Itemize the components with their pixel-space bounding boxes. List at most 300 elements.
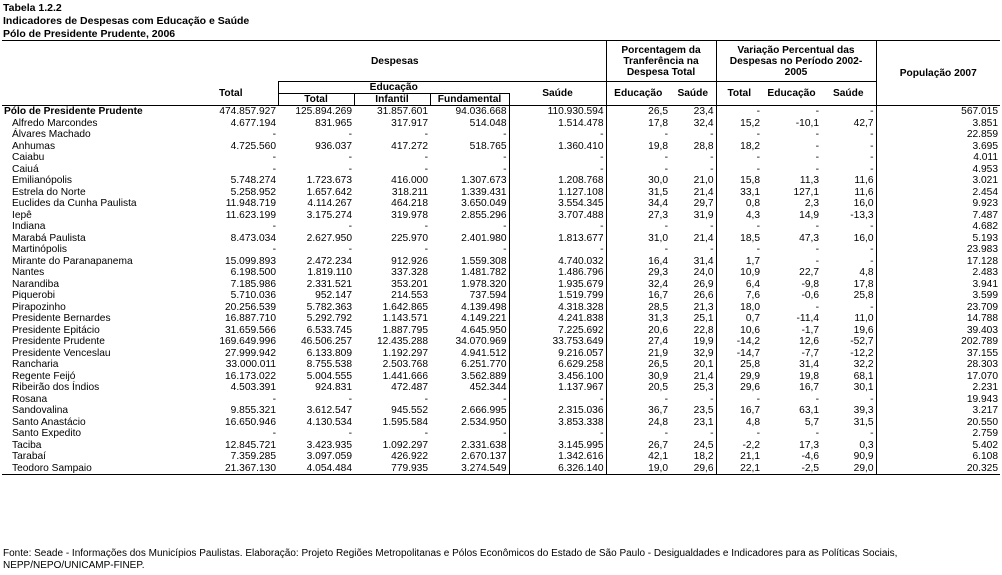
cell-populacao: 4.682 — [876, 221, 1000, 233]
table-row — [2, 405, 1000, 417]
cell-infantil: 1.092.297 — [382, 439, 428, 451]
cell-ed-total: 2.331.521 — [306, 278, 352, 290]
table-row — [2, 175, 1000, 187]
cell-fundamental: - — [503, 129, 507, 140]
cell-total: - — [272, 163, 276, 175]
cell-var-saude: - — [870, 106, 874, 117]
cell-populacao: 567.015 — [876, 106, 1000, 118]
cell-fundamental: - — [503, 163, 507, 175]
cell-pct-saude: - — [710, 393, 714, 405]
cell-total: 7.359.285 — [230, 451, 276, 462]
cell-var-total: 33,1 — [716, 187, 762, 199]
cell-var-educacao: 17,3 — [799, 439, 819, 451]
cell-var-saude: 0,3 — [859, 439, 874, 451]
table-row — [2, 371, 1000, 383]
cell-populacao: 3.695 — [876, 141, 1000, 153]
cell-ed-total: 952.147 — [315, 290, 352, 301]
cell-fundamental: 4.941.512 — [461, 347, 507, 359]
cell-saude: 1.519.799 — [509, 290, 606, 302]
header-corner — [2, 41, 184, 82]
cell-var-total: 10,9 — [716, 267, 762, 279]
municipio-name: Tarabaí — [12, 451, 46, 462]
header-pct-educacao: Educação — [606, 82, 670, 106]
cell-populacao: 2.454 — [876, 187, 1000, 199]
cell-fundamental: 1.978.320 — [461, 278, 507, 290]
cell-var-total: -2,2 — [716, 440, 762, 452]
cell-infantil: 318.211 — [391, 186, 428, 198]
cell-infantil: 337.328 — [391, 267, 428, 278]
cell-var-educacao: - — [815, 393, 819, 405]
cell-pct-saude: - — [710, 244, 714, 255]
cell-var-saude: 32,2 — [853, 359, 874, 370]
cell-pct-educacao: 31,0 — [606, 233, 670, 245]
cell-infantil: 319.978 — [391, 209, 428, 221]
cell-ed-total: 831.965 — [315, 117, 352, 129]
cell-ed-total: 2.472.234 — [306, 255, 352, 267]
table-row — [2, 141, 1000, 153]
cell-fundamental: 2.666.995 — [461, 405, 507, 416]
cell-var-total: 15,8 — [716, 175, 762, 187]
cell-var-educacao: - — [815, 244, 819, 255]
table-row — [2, 198, 1000, 210]
cell-pct-educacao: - — [606, 152, 670, 164]
table-row — [2, 451, 1000, 463]
cell-var-educacao: 12,6 — [799, 336, 819, 347]
cell-var-saude: 11,0 — [854, 313, 874, 324]
table-row — [2, 313, 1000, 325]
table-row — [2, 118, 1000, 130]
cell-var-total: - — [716, 221, 762, 233]
cell-saude: - — [509, 129, 606, 141]
footnote-line-1: Fonte: Seade - Informações dos Municípios Paulistas. Elaboração: Projeto Regiões Metropolitanas e Pólos Econômicos do Estado de São Paulo - Desigualdades e Indicadores para as Políticas Sociais, — [3, 548, 898, 559]
cell-var-saude: 17,8 — [853, 278, 874, 290]
cell-infantil: 1.192.297 — [382, 347, 428, 359]
table-row — [2, 348, 1000, 360]
cell-saude: 2.315.036 — [509, 405, 606, 417]
cell-total: 31.659.566 — [225, 324, 276, 336]
cell-ed-total: 4.114.267 — [307, 198, 352, 209]
cell-saude: 4.318.328 — [509, 302, 606, 314]
cell-populacao: 3.851 — [876, 118, 1000, 130]
cell-var-educacao: -1,7 — [801, 324, 819, 336]
cell-pct-educacao: 42,1 — [606, 451, 670, 463]
cell-infantil: 472.487 — [391, 382, 428, 393]
cell-var-total: 7,6 — [716, 290, 762, 302]
municipio-name: Taciba — [12, 439, 42, 451]
cell-var-saude: -52,7 — [850, 336, 874, 347]
cell-infantil: 416.000 — [391, 175, 428, 186]
cell-populacao: 2.483 — [876, 267, 1000, 279]
cell-pct-educacao: 29,3 — [606, 267, 670, 279]
table-row — [2, 221, 1000, 233]
table-row — [2, 210, 1000, 222]
table-row — [2, 440, 1000, 452]
header-total: Total — [184, 82, 278, 106]
cell-pct-saude: 21,0 — [693, 175, 714, 186]
cell-total: 5.710.036 — [230, 290, 276, 301]
header-populacao: População 2007 — [876, 41, 1000, 106]
cell-infantil: - — [424, 244, 428, 255]
cell-var-saude: 4,8 — [859, 267, 874, 278]
cell-ed-total: 1.723.673 — [306, 175, 352, 186]
cell-populacao: 3.217 — [876, 405, 1000, 417]
cell-pct-saude: - — [710, 221, 714, 232]
cell-populacao: 23.709 — [876, 302, 1000, 314]
cell-pct-educacao: 16,7 — [606, 290, 670, 302]
cell-fundamental: 1.339.431 — [461, 186, 507, 198]
cell-infantil: 426.922 — [391, 451, 428, 462]
cell-pct-educacao: 30,0 — [606, 175, 670, 187]
cell-ed-total: - — [348, 152, 352, 163]
cell-var-total: 0,8 — [716, 198, 762, 210]
cell-ed-total: 5.004.555 — [306, 370, 352, 382]
cell-fundamental: 1.307.673 — [461, 175, 507, 186]
cell-pct-educacao: 19,8 — [606, 141, 670, 153]
cell-pct-saude: 21,4 — [693, 186, 714, 198]
cell-fundamental: 3.650.049 — [461, 198, 507, 209]
header-porcentagem: Porcentagem da Tranferência na Despesa Total — [606, 41, 716, 82]
cell-var-educacao: -7,7 — [801, 347, 819, 359]
cell-var-educacao: -10,1 — [795, 117, 819, 129]
cell-pct-saude: 25,1 — [693, 313, 714, 324]
cell-fundamental: 4.645.950 — [461, 324, 507, 336]
cell-pct-saude: 31,9 — [693, 209, 714, 221]
cell-fundamental: 2.670.137 — [461, 451, 507, 462]
cell-ed-total: - — [348, 163, 352, 175]
cell-fundamental: - — [503, 393, 507, 405]
cell-var-educacao: -11,4 — [796, 313, 819, 324]
cell-populacao: 5.402 — [876, 440, 1000, 452]
cell-populacao: 3.599 — [876, 290, 1000, 302]
cell-total: - — [272, 129, 276, 140]
cell-infantil: 31.857.601 — [377, 106, 428, 117]
cell-var-educacao: 2,3 — [804, 198, 819, 209]
cell-var-educacao: - — [815, 301, 819, 313]
cell-pct-saude: 23,4 — [693, 106, 714, 117]
cell-ed-total: 6.133.809 — [306, 347, 352, 359]
municipio-name: Pirapozinho — [12, 301, 66, 313]
cell-var-educacao: 16,7 — [799, 382, 819, 393]
cell-var-total: - — [716, 152, 762, 164]
cell-populacao: 28.303 — [876, 359, 1000, 371]
cell-total: 7.185.986 — [230, 278, 276, 290]
cell-var-total: - — [716, 394, 762, 406]
cell-ed-total: 3.097.059 — [306, 451, 352, 462]
cell-infantil: 1.642.865 — [382, 301, 428, 313]
cell-pct-saude: 22,8 — [693, 324, 714, 336]
cell-total: 4.503.391 — [230, 382, 276, 393]
cell-infantil: - — [424, 428, 428, 439]
cell-total: - — [272, 152, 276, 163]
cell-infantil: 12.435.288 — [377, 336, 428, 347]
cell-pct-saude: - — [710, 152, 714, 163]
cell-pct-educacao: 27,3 — [606, 210, 670, 222]
cell-var-total: - — [716, 244, 762, 256]
cell-populacao: 19.943 — [876, 394, 1000, 406]
cell-fundamental: 34.070.969 — [455, 336, 507, 347]
cell-var-total: 4,3 — [716, 210, 762, 222]
table-title-block — [3, 2, 249, 41]
cell-var-saude: - — [870, 129, 874, 140]
header-ed-total: Total — [278, 94, 354, 106]
cell-fundamental: 2.534.950 — [461, 416, 507, 428]
cell-pct-educacao: - — [606, 164, 670, 176]
cell-pct-saude: 32,9 — [693, 347, 714, 359]
cell-infantil: 353.201 — [391, 278, 428, 290]
cell-var-saude: 16,0 — [853, 232, 874, 244]
footnote-line-2: NEPP/NEPO/UNICAMP-FINEP. — [3, 560, 145, 571]
table-row — [2, 256, 1000, 268]
cell-var-saude: - — [870, 244, 874, 255]
cell-var-total: 10,6 — [716, 325, 762, 337]
cell-saude: - — [509, 244, 606, 256]
cell-populacao: 7.487 — [876, 210, 1000, 222]
cell-infantil: - — [424, 152, 428, 163]
municipio-name: Piquerobi — [12, 290, 56, 301]
cell-total: 8.473.034 — [230, 232, 276, 244]
table-row — [2, 129, 1000, 141]
cell-var-educacao: - — [815, 140, 819, 152]
cell-total: 11.623.199 — [225, 209, 276, 221]
cell-var-saude: 42,7 — [853, 117, 874, 129]
municipio-name: Rancharia — [12, 359, 59, 370]
cell-infantil: 225.970 — [391, 232, 428, 244]
cell-var-total: 18,0 — [716, 302, 762, 314]
cell-fundamental: 4.139.498 — [461, 301, 507, 313]
cell-populacao: 20.325 — [876, 463, 1000, 475]
table-row — [2, 394, 1000, 406]
cell-pct-saude: 29,6 — [670, 463, 716, 475]
cell-populacao: 5.193 — [876, 233, 1000, 245]
cell-populacao: 23.983 — [876, 244, 1000, 256]
cell-infantil: 2.503.768 — [382, 359, 428, 370]
cell-saude: - — [509, 164, 606, 176]
cell-fundamental: - — [503, 152, 507, 163]
municipio-name: Iepê — [12, 209, 32, 221]
cell-total: 20.256.539 — [225, 301, 276, 313]
cell-var-educacao: 63,1 — [799, 405, 819, 416]
cell-fundamental: 518.765 — [469, 140, 507, 152]
cell-total: 4.725.560 — [230, 140, 276, 152]
cell-fundamental: 3.562.889 — [461, 370, 507, 382]
cell-ed-total: 3.175.274 — [306, 209, 352, 221]
table-row — [2, 267, 1000, 279]
cell-var-total: - — [716, 106, 762, 118]
cell-var-saude: - — [870, 221, 874, 232]
cell-var-saude: 11,6 — [854, 175, 874, 186]
cell-saude: 4.241.838 — [509, 313, 606, 325]
cell-saude: 1.514.478 — [509, 118, 606, 130]
cell-infantil: 417.272 — [391, 140, 428, 152]
municipio-name: Mirante do Paranapanema — [12, 255, 133, 267]
cell-var-total: 22,1 — [716, 463, 762, 475]
header-var-saude: Saúde — [821, 82, 876, 106]
cell-pct-educacao: - — [606, 221, 670, 233]
cell-var-saude: 90,9 — [853, 451, 874, 462]
header-despesas: Despesas — [184, 41, 606, 82]
cell-var-educacao: -4,6 — [801, 451, 819, 462]
cell-var-total: 29,6 — [716, 382, 762, 394]
cell-var-total: 0,7 — [716, 313, 762, 325]
cell-var-saude: - — [870, 140, 874, 152]
header-blank — [2, 82, 184, 106]
cell-var-saude: - — [870, 255, 874, 267]
cell-pct-educacao: 20,6 — [606, 325, 670, 337]
cell-infantil: 464.218 — [391, 198, 428, 209]
cell-var-saude: 11,6 — [854, 186, 874, 198]
municipio-name: Rosana — [12, 393, 48, 405]
cell-saude: - — [509, 221, 606, 233]
cell-infantil: 912.926 — [391, 255, 428, 267]
cell-var-educacao: - — [815, 129, 819, 140]
cell-pct-saude: 26,6 — [693, 290, 714, 301]
cell-pct-educacao: 24,8 — [606, 417, 670, 429]
cell-saude: 33.753.649 — [509, 336, 606, 348]
header-pct-saude: Saúde — [670, 82, 716, 106]
cell-var-total: 18,5 — [716, 233, 762, 245]
cell-saude: 1.935.679 — [509, 279, 606, 291]
header-educacao: Educação — [278, 82, 509, 94]
cell-total: 27.999.942 — [225, 347, 276, 359]
cell-fundamental: - — [503, 428, 507, 439]
cell-pct-educacao: 30,9 — [606, 371, 670, 383]
cell-var-educacao: 5,7 — [804, 416, 819, 428]
cell-pct-educacao: 16,4 — [606, 256, 670, 268]
header-infantil: Infantil — [354, 94, 430, 106]
cell-pct-educacao: 21,9 — [606, 348, 670, 360]
cell-var-educacao: 19,8 — [799, 370, 819, 382]
cell-pct-educacao: - — [606, 394, 670, 406]
cell-pct-saude: 26,9 — [693, 278, 714, 290]
cell-total: 4.677.194 — [230, 117, 276, 129]
cell-total: 12.845.721 — [225, 439, 276, 451]
cell-ed-total: 1.657.642 — [306, 186, 352, 198]
cell-populacao: 39.403 — [876, 325, 1000, 337]
cell-pct-educacao: - — [606, 129, 670, 141]
municipio-name: Anhumas — [12, 140, 56, 152]
table-row — [2, 187, 1000, 199]
cell-fundamental: - — [503, 244, 507, 255]
cell-pct-educacao: 27,4 — [606, 336, 670, 348]
cell-pct-educacao: 26,7 — [606, 440, 670, 452]
cell-populacao: 3.941 — [876, 279, 1000, 291]
municipio-name: Pólo de Presidente Prudente — [4, 106, 143, 117]
cell-var-educacao: -2,5 — [762, 463, 821, 475]
cell-total: 33.000.011 — [225, 359, 276, 370]
cell-saude: 3.853.338 — [509, 417, 606, 429]
cell-var-saude: 16,0 — [853, 198, 874, 209]
cell-var-saude: 39,3 — [853, 405, 874, 416]
cell-pct-educacao: 20,5 — [606, 382, 670, 394]
cell-ed-total: 6.533.745 — [306, 324, 352, 336]
cell-total: 15.099.893 — [225, 255, 276, 267]
cell-infantil: 1.595.584 — [382, 416, 428, 428]
cell-ed-total: - — [348, 221, 352, 232]
municipio-name: Teodoro Sampaio — [2, 463, 184, 475]
cell-saude: 110.930.594 — [509, 106, 606, 118]
cell-fundamental: 2.855.296 — [461, 209, 507, 221]
cell-fundamental: 2.331.638 — [461, 439, 507, 451]
cell-var-educacao: - — [815, 428, 819, 439]
cell-pct-saude: 25,3 — [693, 382, 714, 393]
cell-populacao: 6.108 — [876, 451, 1000, 463]
cell-saude: - — [509, 152, 606, 164]
municipio-name: Regente Feijó — [12, 370, 76, 382]
cell-total: 11.948.719 — [225, 198, 276, 209]
cell-pct-saude: 28,8 — [693, 140, 714, 152]
cell-ed-total: - — [348, 393, 352, 405]
cell-ed-total: 125.894.269 — [295, 106, 352, 117]
table-body — [2, 106, 1000, 475]
cell-total: 474.857.927 — [219, 106, 276, 117]
cell-ed-total: 3.423.935 — [306, 439, 352, 451]
cell-pct-saude: - — [710, 129, 714, 140]
cell-var-educacao: - — [815, 255, 819, 267]
cell-total: 5.748.274 — [230, 175, 276, 186]
cell-infantil: - — [424, 163, 428, 175]
cell-var-educacao: 14,9 — [799, 209, 819, 221]
cell-populacao: 2.759 — [876, 428, 1000, 440]
table-row — [2, 290, 1000, 302]
cell-populacao: 9.923 — [876, 198, 1000, 210]
table-row — [2, 244, 1000, 256]
cell-var-educacao: - — [815, 221, 819, 232]
cell-var-saude: - — [870, 301, 874, 313]
cell-ed-total: 936.037 — [315, 140, 352, 152]
data-table — [2, 40, 1000, 475]
cell-var-total: 25,8 — [716, 359, 762, 371]
cell-var-educacao: 47,3 — [799, 232, 819, 244]
cell-pct-saude: 23,1 — [693, 416, 714, 428]
cell-saude: 1.137.967 — [509, 382, 606, 394]
cell-pct-saude: 32,4 — [693, 117, 714, 129]
cell-total: 16.887.710 — [225, 313, 276, 324]
cell-ed-total: 4.130.534 — [306, 416, 352, 428]
cell-ed-total: 2.627.950 — [306, 232, 352, 244]
cell-saude: 4.740.032 — [509, 256, 606, 268]
cell-pct-educacao: 26,5 — [606, 106, 670, 118]
header-saude: Saúde — [509, 82, 606, 106]
municipio-name: Marabá Paulista — [12, 232, 86, 244]
table-title: Indicadores de Despesas com Educação e Saúde — [3, 15, 250, 27]
table-row — [2, 359, 1000, 371]
municipio-name: Ribeirão dos Índios — [12, 382, 100, 393]
cell-populacao: 4.011 — [876, 152, 1000, 164]
cell-ed-total: - — [348, 244, 352, 255]
municipio-name: Presidente Bernardes — [12, 313, 111, 324]
cell-pct-saude: 24,5 — [693, 439, 714, 451]
cell-var-educacao: -9,8 — [801, 278, 819, 290]
cell-total: 16.173.022 — [225, 370, 276, 382]
cell-pct-saude: 24,0 — [693, 267, 714, 278]
cell-saude: 3.554.345 — [509, 198, 606, 210]
cell-populacao: 14.788 — [876, 313, 1000, 325]
cell-saude: 7.225.692 — [509, 325, 606, 337]
cell-saude: 3.145.995 — [509, 440, 606, 452]
header-var-total: Total — [716, 82, 762, 106]
cell-populacao: 2.231 — [876, 382, 1000, 394]
cell-pct-educacao: 31,5 — [606, 187, 670, 199]
cell-saude: 1.127.108 — [509, 187, 606, 199]
cell-var-educacao: 11,3 — [799, 175, 819, 186]
cell-total: 6.198.500 — [230, 267, 276, 278]
cell-ed-total: 3.612.547 — [306, 405, 352, 416]
cell-var-educacao: 31,4 — [799, 359, 819, 370]
cell-total: - — [272, 393, 276, 405]
municipio-name: Presidente Venceslau — [12, 347, 111, 359]
cell-populacao: 202.789 — [876, 336, 1000, 348]
cell-fundamental: 452.344 — [469, 382, 507, 393]
